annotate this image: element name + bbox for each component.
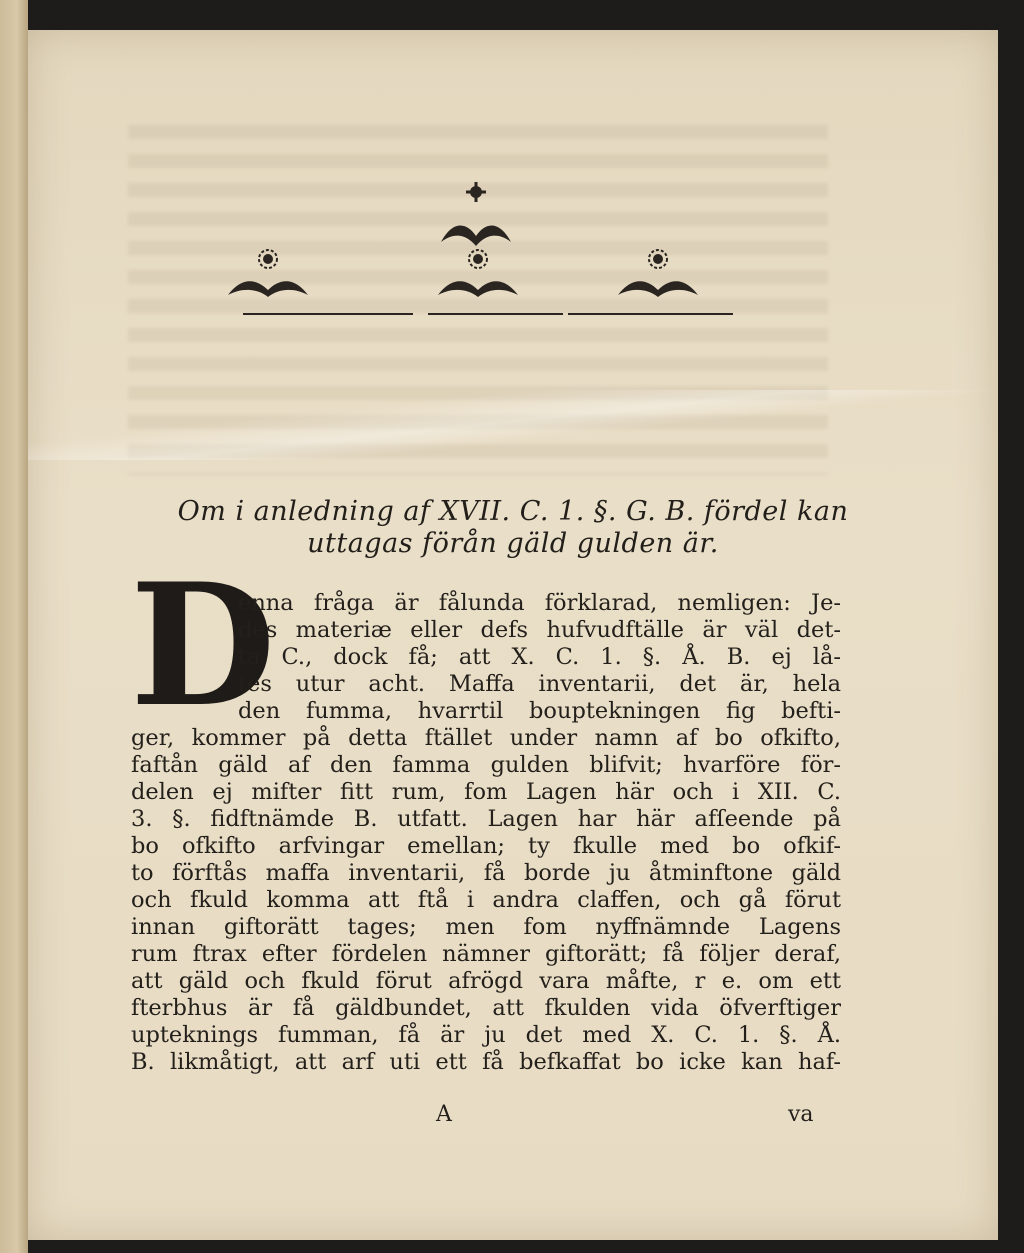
body-line: innan giftorätt tages; men fom nyffnämnde Lagens [131, 914, 841, 940]
ornament-rule-left [243, 313, 413, 315]
section-heading-line-1: Om i anledning af XVII. C. 1. §. G. B. fördel kan [177, 496, 849, 527]
body-line: tes utur acht. Maffa inventarii, det är, hela [238, 671, 841, 697]
fleuron-ornament-center-top-icon [436, 180, 516, 250]
body-line: ta C., dock få; att X. C. 1. §. Å. B. ej lå- [238, 644, 841, 670]
body-line: faftån gäld af den famma gulden blifvit; hvarföre för- [131, 752, 841, 778]
catchword: va [788, 1102, 814, 1127]
fleuron-ornament-right-icon [608, 245, 708, 305]
ornament-rule-right [568, 313, 733, 315]
body-line: fterbhus är få gäldbundet, att fkulden vida öfverftiger [131, 995, 841, 1021]
section-heading-line-2: uttagas förån gäld gulden är. [307, 528, 719, 559]
body-line: bo ofkifto arfvingar emellan; ty fkulle med bo ofkif- [131, 833, 841, 859]
body-line: delen ej mifter fitt rum, fom Lagen här och i XII. C. [131, 779, 841, 805]
paper-crease [28, 390, 998, 460]
body-line: enna fråga är fålunda förklarad, nemligen: Je- [238, 590, 841, 616]
fleuron-ornament-left-icon [218, 245, 318, 305]
body-line: 3. §. fidftnämde B. utfatt. Lagen har här afſeende på [131, 806, 841, 832]
ornament-rule-center [428, 313, 563, 315]
book-page [28, 30, 998, 1240]
fleuron-ornament-center-icon [428, 245, 528, 305]
book-spine-edge [0, 0, 28, 1253]
body-line: B. likmåtigt, att arf uti ett få befkaffat bo icke kan haf- [131, 1049, 841, 1075]
body-line: den fumma, hvarrtil bouptekningen fig befti- [238, 698, 841, 724]
body-line: to förftås maffa inventarii, få borde ju åtminftone gäld [131, 860, 841, 886]
body-line: rum ftrax efter fördelen nämner giftorätt; få följer deraf, [131, 941, 841, 967]
body-line: och fkuld komma att ftå i andra claffen, och gå förut [131, 887, 841, 913]
body-line: att gäld och fkuld förut afrögd vara måfte, r e. om ett [131, 968, 841, 994]
body-line: des materiæ eller defs hufvudftälle är väl det- [238, 617, 841, 643]
body-line: upteknings fumman, få är ju det med X. C. 1. §. Å. [131, 1022, 841, 1048]
body-line: ger, kommer på detta ftället under namn af bo ofkifto, [131, 725, 841, 751]
signature-mark: A [436, 1102, 452, 1127]
drop-cap: D [130, 546, 276, 744]
